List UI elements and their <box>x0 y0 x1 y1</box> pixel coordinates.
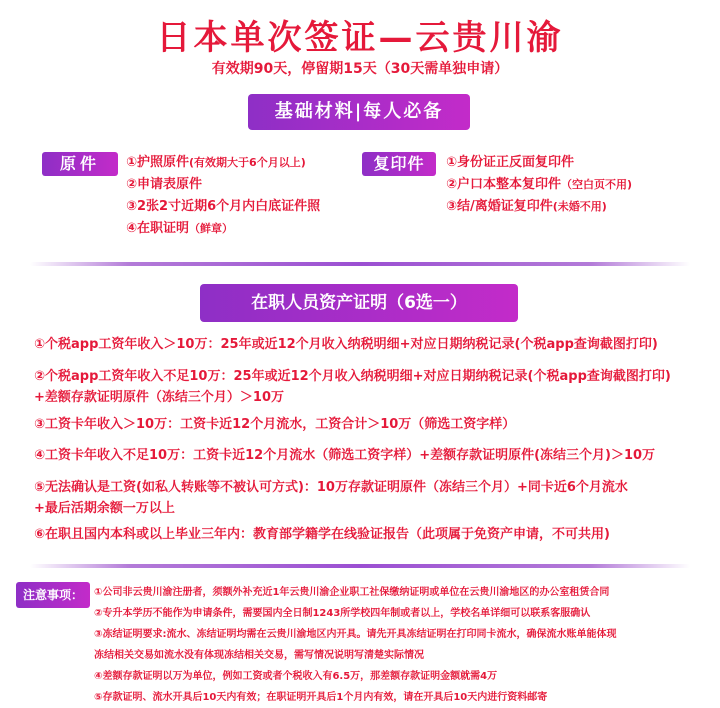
copies-list <box>446 152 632 218</box>
asset-option-2: ②个税app工资年收入不足10万：25年或近12个月收入纳税明细+对应日期纳税记录(个税app查询截图打印) +差额存款证明原件（冻结三个月）＞10万 <box>34 369 671 405</box>
item-text: ②户口本整本复印件 <box>446 177 562 192</box>
note-item: ⑤存款证明、流水开具后10天内有效；在职证明开具后1个月内有效，请在开具后10天内进行资料邮寄 <box>94 692 548 703</box>
item-note: （空白页不用) <box>561 178 633 191</box>
item-text: ①身份证正反面复印件 <box>446 155 575 170</box>
item-text: ②申请表原件 <box>126 177 203 192</box>
notes-list <box>94 582 716 708</box>
note-item: ④差额存款证明以万为单位，例如工资或者个税收入有6.5万，那差额存款证明金额就需4万 <box>94 671 498 682</box>
asset-option-5: ⑤无法确认是工资(如私人转账等不被认可方式)：10万存款证明原件（冻结三个月）+同卡近6个月流水 +最后活期余额一万以上 <box>34 480 628 516</box>
basic-materials-heading: 基础材料|每人必备 <box>248 94 470 130</box>
originals-label: 原件 <box>42 152 118 176</box>
note-item: 冻结相关交易如流水没有体现冻结相关交易，需写情况说明写清楚实际情况 <box>94 650 424 661</box>
item-text: ③2张2寸近期6个月内白底证件照 <box>126 199 321 214</box>
item-text: ③结/离婚证复印件 <box>446 199 553 214</box>
asset-option-3: ③工资卡年收入＞10万：工资卡近12个月流水，工资合计＞10万（筛选工资字样） <box>34 417 516 432</box>
list-item <box>126 152 320 174</box>
list-item <box>126 218 320 240</box>
asset-option-4: ④工资卡年收入不足10万：工资卡近12个月流水（筛选工资字样）+差额存款证明原件(冻结三个月)＞10万 <box>34 448 656 463</box>
asset-option-6: ⑥在职且国内本科或以上毕业三年内：教育部学籍学在线验证报告（此项属于免资产申请，不可共用) <box>34 527 610 542</box>
page-subtitle: 有效期90天，停留期15天（30天需单独申请） <box>211 61 509 77</box>
originals-list <box>126 152 320 240</box>
item-text: ①护照原件 <box>126 155 190 170</box>
item-note: (未婚不用) <box>552 200 607 213</box>
asset-option-1: ①个税app工资年收入＞10万：25年或近12个月收入纳税明细+对应日期纳税记录(个税app查询截图打印) <box>34 337 658 352</box>
page-title: 日本单次签证—云贵川渝 <box>156 18 564 58</box>
item-note: (有效期大于6个月以上) <box>189 156 306 169</box>
notes-label: 注意事项： <box>16 582 90 608</box>
asset-proof-heading: 在职人员资产证明（6选一） <box>200 284 518 322</box>
list-item <box>126 196 320 218</box>
list-item <box>126 174 320 196</box>
list-item <box>446 196 632 218</box>
section-divider <box>30 564 690 568</box>
note-item: ②专升本学历不能作为申请条件，需要国内全日制1243所学校四年制或者以上，学校名单详细可以联系客服确认 <box>94 608 591 619</box>
item-text: ④在职证明 <box>126 221 190 236</box>
list-item <box>446 174 632 196</box>
copies-label: 复印件 <box>362 152 436 176</box>
item-note: （鲜章） <box>189 222 234 235</box>
note-item: ①公司非云贵川渝注册者，须额外补充近1年云贵川渝企业职工社保缴纳证明或单位在云贵川渝地区的办公室租赁合同 <box>94 587 610 598</box>
section-divider <box>30 262 690 266</box>
list-item <box>446 152 632 174</box>
note-item: ③冻结证明要求:流水、冻结证明均需在云贵川渝地区内开具。请先开具冻结证明在打印同卡流水，确保流水账单能体现 <box>94 629 617 640</box>
